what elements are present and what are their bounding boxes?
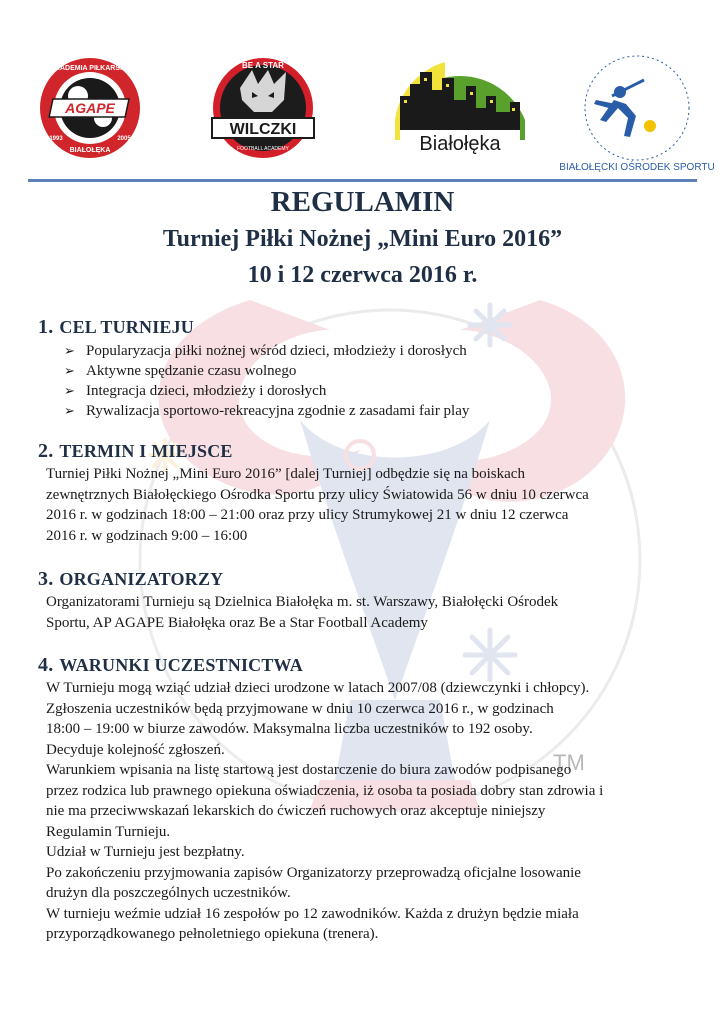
section-2-heading	[38, 440, 233, 463]
section-3-number: 3.	[38, 568, 54, 590]
svg-text:WILCZKI: WILCZKI	[229, 121, 297, 138]
svg-text:BIAŁOŁĘCKI OŚRODEK SPORTU: BIAŁOŁĘCKI OŚRODEK SPORTU	[559, 162, 715, 173]
text-line: Udział w Turnieju jest bezpłatny.	[46, 844, 245, 860]
section-1-number: 1.	[38, 316, 54, 338]
svg-text:Białołęka: Białołęka	[419, 133, 501, 155]
text-line: Sportu, AP AGAPE Białołęka oraz Be a Star Football Academy	[46, 614, 428, 631]
svg-text:FOOTBALL ACADEMY: FOOTBALL ACADEMY	[237, 146, 289, 152]
section-4-title: WARUNKI UCZESTNICTWA	[59, 655, 303, 675]
list-item: ➢ Integracja dzieci, młodzieży i dorosłych	[64, 381, 469, 401]
text-line: W Turnieju mogą wziąć udział dzieci urodzone w latach 2007/08 (dziewczynki i chłopcy).	[46, 680, 590, 696]
text-line: Warunkiem wpisania na listę startową jest dostarczenie do biura zawodów podpisanego	[46, 762, 572, 778]
section-3-heading	[38, 568, 223, 591]
section-4-number: 4.	[38, 654, 54, 676]
section-3-text	[46, 592, 691, 633]
section-1-heading	[38, 316, 194, 339]
list-item: ➢ Popularyzacja piłki nożnej wśród dzieci, młodzieży i dorosłych	[64, 341, 469, 361]
text-line: Decyduje kolejność zgłoszeń.	[46, 741, 225, 758]
text-line: drużyn dla poszczególnych uczestników.	[46, 885, 291, 901]
section-2-title: TERMIN I MIEJSCE	[59, 441, 233, 461]
section-4-text	[46, 678, 706, 945]
goals-list	[64, 341, 469, 421]
text-line: Regulamin Turnieju.	[46, 823, 171, 840]
svg-text:BIAŁOŁĘKA: BIAŁOŁĘKA	[69, 147, 111, 154]
text-line: Zgłoszenia uczestników będą przyjmowane w dniu 10 czerwca 2016 r., w godzinach	[46, 700, 554, 717]
svg-text:2005: 2005	[117, 136, 131, 142]
section-2-text	[46, 464, 691, 546]
event-date: 10 i 12 czerwca 2016 r.	[247, 262, 478, 288]
text-line: 2016 r. w godzinach 9:00 – 16:00	[46, 527, 248, 544]
text-line: Turniej Piłki Nożnej „Mini Euro 2016” [dalej Turniej] odbędzie się na boiskach	[46, 466, 525, 482]
text-line: 2016 r. w godzinach 18:00 – 21:00 oraz przy ulicy Strumykowej 21 w dniu 12 czerwca	[46, 507, 569, 523]
section-4-heading	[38, 654, 303, 677]
text-line: Organizatorami Turnieju są Dzielnica Białołęka m. st. Warszawy, Białołęcki Ośrodek	[46, 594, 559, 610]
text-line: W turnieju weźmie udział 16 zespołów po 12 zawodników. Każda z drużyn będzie miała	[46, 905, 579, 922]
text-line: przez rodzica lub prawnego opiekuna oświadczenia, iż osoba ta posiada dobry stan zdrowia i	[46, 782, 604, 799]
list-item: ➢ Aktywne spędzanie czasu wolnego	[64, 361, 469, 381]
event-subtitle: Turniej Piłki Nożnej „Mini Euro 2016”	[162, 226, 563, 252]
svg-text:BE A STAR: BE A STAR	[242, 61, 284, 70]
section-2-number: 2.	[38, 440, 54, 462]
section-3-title: ORGANIZATORZY	[59, 569, 224, 589]
svg-text:1993: 1993	[49, 136, 63, 142]
text-line: nie ma przeciwwskazań lekarskich do ćwiczeń ruchowych oraz akceptuje niniejszy	[46, 803, 546, 819]
svg-text:AKADEMIA PIŁKARSKA: AKADEMIA PIŁKARSKA	[49, 65, 131, 72]
list-item: ➢ Rywalizacja sportowo-rekreacyjna zgodnie z zasadami fair play	[64, 401, 469, 421]
text-line: zewnętrznych Białołęckiego Ośrodka Sportu przy ulicy Światowida 56 w dniu 10 czerwca	[46, 486, 589, 503]
section-1-title: CEL TURNIEJU	[59, 317, 195, 337]
text-line: 18:00 – 19:00 w biurze zawodów. Maksymalna liczba uczestników to 192 osoby.	[46, 721, 533, 737]
page-title: REGULAMIN	[270, 186, 455, 218]
svg-text:AGAPE: AGAPE	[65, 100, 115, 116]
text-line: przyporządkowanego pełnoletniego opiekuna (trenera).	[46, 926, 379, 942]
text-line: Po zakończeniu przyjmowania zapisów Organizatorzy przeprowadzą oficjalne losowanie	[46, 864, 581, 881]
tm-mark: TM	[553, 750, 585, 775]
